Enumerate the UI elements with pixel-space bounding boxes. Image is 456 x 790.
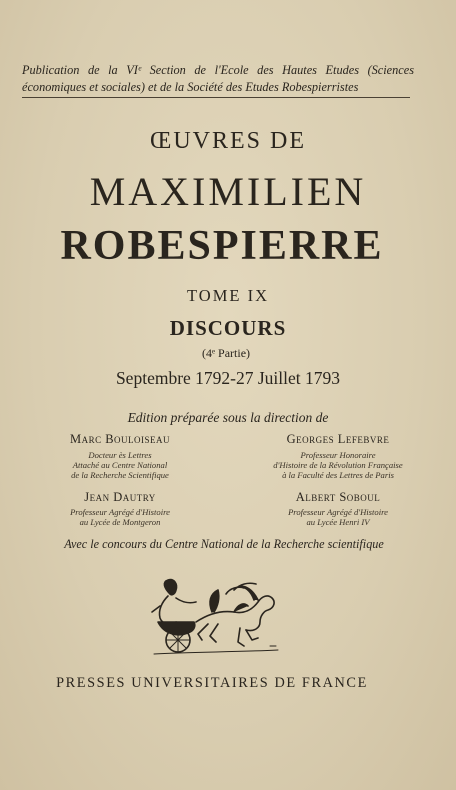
editor-role: d'Histoire de la Révolution Française (273, 460, 403, 470)
volume-dates: Septembre 1792-27 Juillet 1793 (115, 368, 341, 388)
title-prefix: ŒUVRES DE (149, 128, 306, 154)
editor-role: de la Recherche Scientifique (71, 470, 169, 480)
editor-name: Jean Dautry (84, 490, 156, 504)
editor-role: Professeur Agrégé d'Histoire (70, 507, 170, 517)
editor-role: Attaché au Centre National (72, 460, 168, 470)
editor-name: Georges Lefebvre (286, 432, 390, 446)
editor-role: à la Faculté des Lettres de Paris (282, 470, 394, 480)
editor-role: Professeur Agrégé d'Histoire (288, 507, 388, 517)
publisher-name: PRESSES UNIVERSITAIRES DE FRANCE (56, 675, 368, 691)
editor-role: Professeur Honoraire (300, 450, 376, 460)
header-divider (22, 97, 410, 98)
editor-role: au Lycée de Montgeron (79, 517, 161, 527)
editor-role: au Lycée Henri IV (306, 517, 370, 527)
tome-number: TOME IX (187, 286, 269, 305)
edition-line: Edition préparée sous la direction de (127, 410, 329, 425)
editor-name: Marc Bouloiseau (69, 432, 171, 446)
author-first-name: MAXIMILIEN (89, 169, 367, 214)
chariot-emblem-icon (148, 576, 284, 658)
editor-lefebvre (238, 432, 438, 480)
concours-line: Avec le concours du Centre National de la Recherche scientifique (64, 537, 384, 551)
editor-role: Docteur ès Lettres (88, 450, 152, 460)
editor-soboul (238, 490, 438, 527)
volume-part: (4ᵉ Partie) (201, 346, 251, 360)
editor-dautry (20, 490, 220, 527)
volume-title: DISCOURS (169, 316, 287, 340)
editor-name: Albert Soboul (295, 490, 381, 504)
editor-bouloiseau (20, 432, 220, 480)
series-note: Publication de la VIᵉ Section de l'Ecole des Hautes Etudes (Sciences économiques et sociales) et de la Société des Etudes Robespierristes (22, 63, 414, 94)
author-last-name: ROBESPIERRE (60, 223, 384, 269)
